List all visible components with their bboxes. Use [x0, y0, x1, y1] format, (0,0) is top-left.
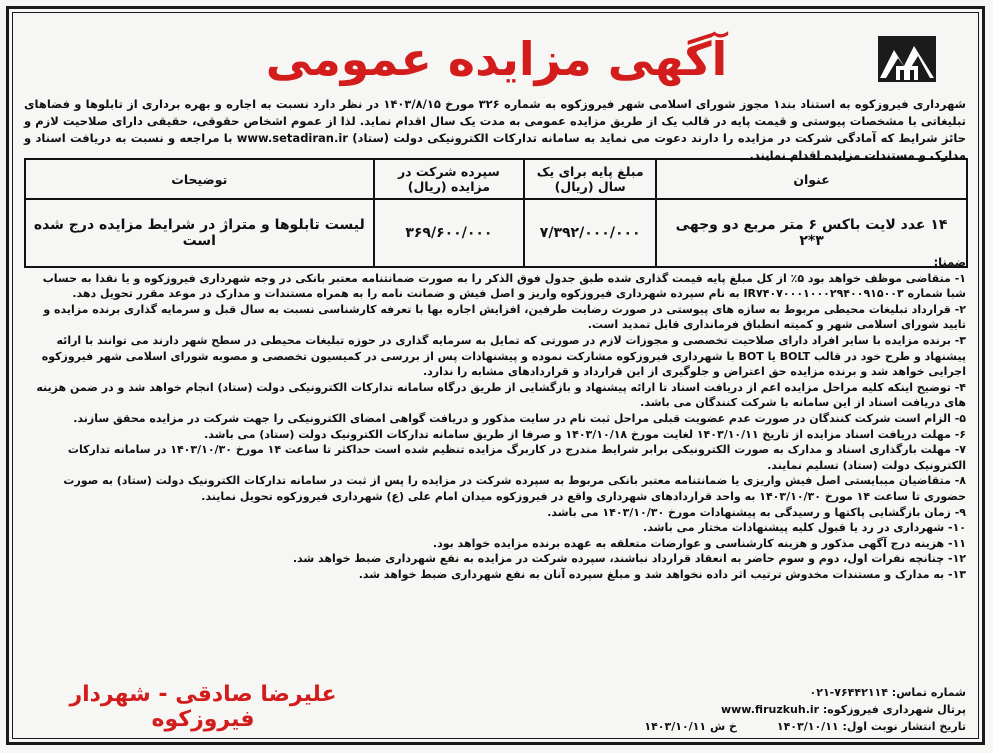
note-item: ۱۲- چنانچه نفرات اول، دوم و سوم حاضر به انعقاد قرارداد نباشند، سپرده شرکت در مزایده به نفع شهرداری ضبط خواهد شد.	[292, 552, 966, 566]
note-item: ۳- برنده مزایده با سایر افراد دارای صلاحیت تخصصی و مجوزات لازم در صورتی که تمایل به سرمایه گذاری در حوزه تبلیغات محیطی در سطح شهر دارند می توانند با ارائه پیشنهاد و طرح خود در قالب BOLT یا BOT با شهرداری فیروزکوه مشارکت نموده و پیشنهادات پس از بررسی در کمیسیون تخصصی و مصوبه شورای اسلامی شهر فیروزکوه اجرایی خواهد شد و برنده مزایده حق اعتراض و جلوگیری از این قرارداد و قراردادهای مشابه را ندارد.	[41, 333, 966, 379]
col-title-header: عنوان	[656, 159, 967, 199]
col-deposit-header: سپرده شرکت در مزایده (ریال)	[374, 159, 525, 199]
contact-block	[600, 684, 966, 735]
auction-table	[24, 158, 968, 268]
intro-paragraph: شهرداری فیروزکوه به استناد بند۱ مجوز شورای اسلامی شهر فیروزکوه به شماره ۳۲۶ مورخ ۱۴۰۳/۸/۱۵ در نظر دارد نسبت به اجاره و بهره برداری از تابلوها و فضاهای تبلیغاتی با مشخصات پیوستی و قیمت پایه در قالب یک از طریق مزایده عمومی به مدت یک سال اقدام نماید. لذا از عموم اشخاص حقوقی، حقیقی دارای صلاحیت لازم و حائز شرایط که آمادگی شرکت در مزایده را دارند دعوت می نماید به سامانه تدارکات الکترونیکی دولت (ستاد) www.setadiran.ir با مراجعه و نسبت به دریافت اسناد و مدارک و مستندات مزایده اقدام نمایند.	[24, 97, 967, 162]
col-base-price-header: مبلغ پایه برای یک سال (ریال)	[524, 159, 656, 199]
note-item: ۱۰- شهرداری در رد یا قبول کلیه پیشنهادات مختار می باشد.	[643, 521, 966, 535]
reference-code: خ ش ۱۴۰۳/۱۰/۱۱	[644, 720, 737, 733]
col-description-header: توضیحات	[25, 159, 374, 199]
note-item: ۱۱- هزینه درج آگهی مذکور و هزینه کارشناسی و عوارضات متعلقه به عهده برنده مزایده خواهد بود.	[432, 536, 966, 550]
note-item: ۶- مهلت دریافت اسناد مزایده از تاریخ ۱۴۰۳/۱۰/۱۱ لغایت مورخ ۱۴۰۳/۱۰/۱۸ و صرفا از طریق سامانه تدارکات الکترونیک دولت (ستاد) می باشد.	[204, 427, 966, 441]
note-item: ۴- توضیح اینکه کلیه مراحل مزایده اعم از دریافت اسناد تا ارائه پیشنهاد و بازگشایی از طریق درگاه سامانه تدارکات الکترونیکی دولت (ستاد) انجام خواهد شد و در ضمن هزینه های دریافت اسناد از این سامانه با شرکت کنندگان می باشد.	[36, 380, 966, 410]
note-item: ۸- متقاضیان میبایستی اصل فیش واریزی یا ضمانتنامه معتبر بانکی مربوط به سپرده شرکت در مزایده را پس از ثبت در سامانه تدارکات الکترونیک دولت (ستاد) به صورت حضوری تا ساعت ۱۴ مورخ ۱۴۰۳/۱۰/۳۰ به واحد قراردادهای شهرداری واقع در فیروزکوه میدان امام علی (ع) شهرداری فیروزکوه تحویل نمایند.	[63, 474, 966, 503]
notice-title: آگهی مزایده عمومی	[265, 32, 728, 86]
publish-date: تاریخ انتشار نوبت اول: ۱۴۰۳/۱۰/۱۱	[776, 720, 966, 733]
mayor-signature: علیرضا صادقی - شهردار فیروزکوه	[69, 682, 337, 732]
contact-phone: شماره تماس: ۷۶۴۴۲۱۱۴-۰۲۱	[809, 686, 966, 699]
cell-deposit: ۳۶۹/۶۰۰/۰۰۰	[374, 199, 525, 267]
cell-base-price: ۷/۳۹۲/۰۰۰/۰۰۰	[524, 199, 656, 267]
cell-description: لیست تابلوها و متراژ در شرایط مزایده درج شده است	[25, 199, 374, 267]
notes-heading: ضمنا:	[933, 255, 966, 269]
note-item: ۱۳- به مدارک و مستندات مخدوش ترتیب اثر داده نخواهد شد و مبلغ سپرده آنان به نفع شهرداری ضبط خواهد شد.	[358, 567, 966, 581]
cell-title: ۱۴ عدد لایت باکس ۶ متر مربع دو وجهی ۳*۲	[656, 199, 967, 267]
notes-section	[24, 255, 966, 582]
note-item: ۲- قرارداد تبلیغات محیطی مربوط به سازه های پیوستی در صورت رضایت طرفین، افزایش اجاره بها با تعرفه کارشناسی نسبت به سال قبل و سرمایه گذاری برنده مزایده و تایید شورای اسلامی شهر و کمیته انطباق فرمانداری قابل تمدید است.	[43, 302, 966, 332]
note-item: ۱- متقاضی موظف خواهد بود ۵٪ از کل مبلغ پایه قیمت گذاری شده طبق جدول فوق الذکر را به صورت ضمانتنامه معتبر بانکی در وجه شهرداری فیروزکوه و یا نقدا به حساب شبا شماره IR۷۴۰۷۰۰۰۱۰۰۰۲۹۴۰۰۹۱۵۰۰۳ به نام سپرده شهرداری فیروزکوه واریز و اصل فیش و ضمانت نامه را به همراه مستندات و مدارک در موعد مقرر تحویل دهد.	[42, 271, 966, 301]
note-item: ۹- زمان بازگشایی پاکتها و رسیدگی به پیشنهادات مورخ ۱۴۰۳/۱۰/۳۰ می باشد.	[547, 505, 966, 519]
note-item: ۷- مهلت بارگذاری اسناد و مدارک به صورت الکترونیکی برابر شرایط مندرج در کاربرگ مزایده تنظیم شده است حداکثر تا ساعت ۱۴ مورخ ۱۴۰۳/۱۰/۳۰ در سامانه تدارکات الکترونیک دولت (ستاد) تسلیم نمایند.	[67, 443, 966, 472]
note-item: ۵- الزام است شرکت کنندگان در صورت عدم عضویت قبلی مراحل ثبت نام در سایت مذکور و دریافت گواهی امضای الکترونیکی را جهت شرکت در مزایده محقق سازند.	[73, 411, 966, 425]
contact-portal: پرتال شهرداری فیروزکوه: www.firuzkuh.ir	[720, 703, 966, 716]
table-header-row	[25, 159, 967, 199]
contact-dates	[600, 718, 966, 735]
